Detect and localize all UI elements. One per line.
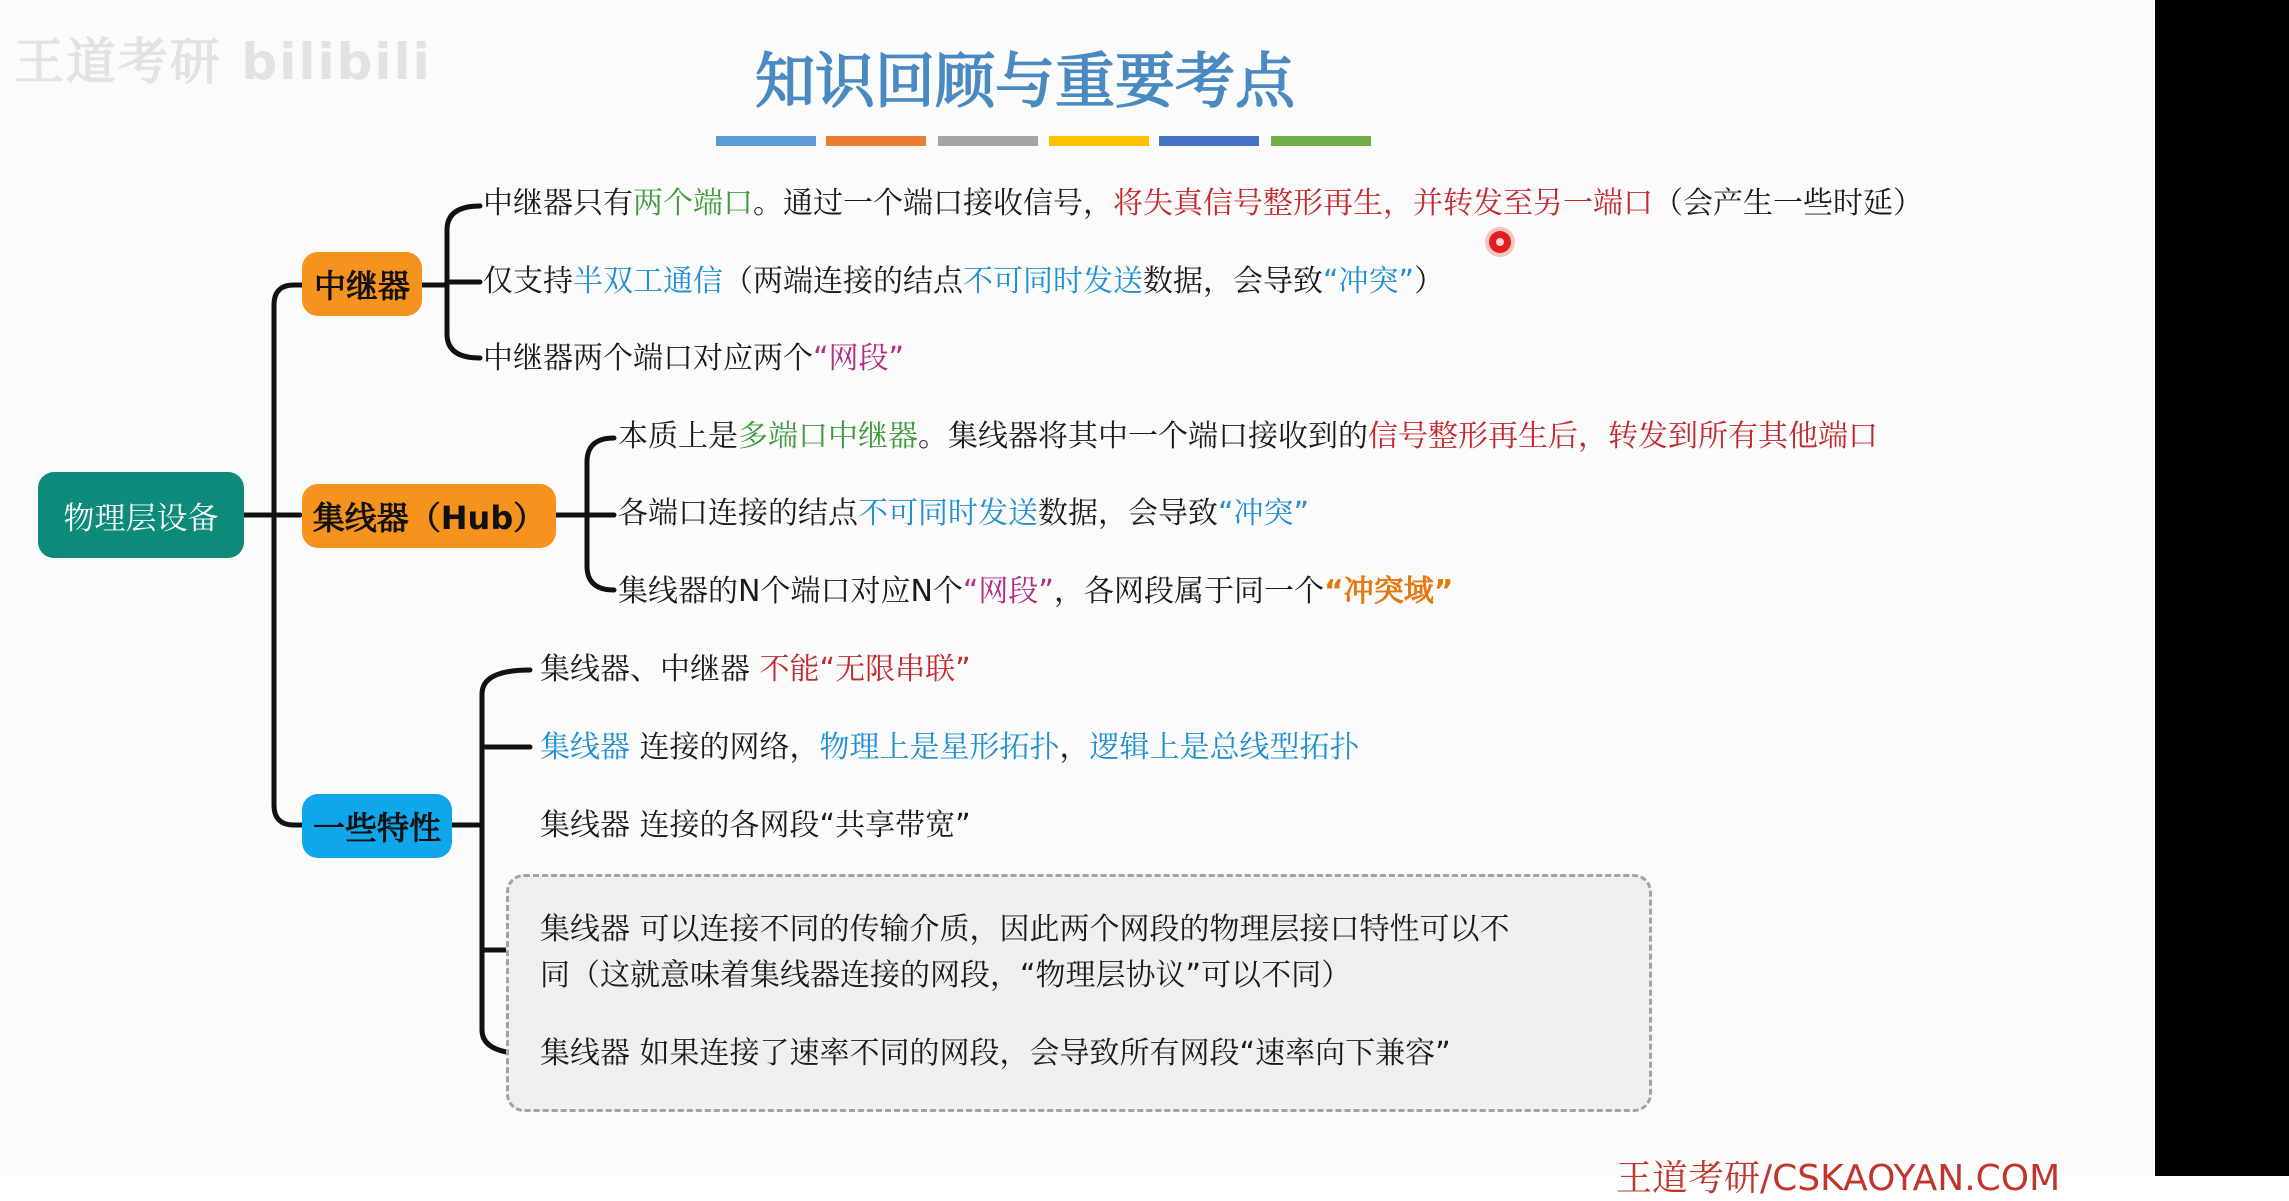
text-segment: 各端口连接的结点 — [618, 496, 858, 531]
text-segment: 中继器两个端口对应两个 — [483, 341, 813, 376]
text-segment: 集线器 — [540, 730, 630, 765]
text-segment: 同（这就意味着集线器连接的网段，“物理层协议”可以不同） — [540, 958, 1352, 993]
text-segment: 仅支持 — [483, 264, 573, 299]
repeater-node: 中继器 — [302, 252, 422, 316]
text-segment: 集线器的N个端口对应N个 — [618, 574, 963, 609]
text-segment: 信号整形再生后，转发到所有其他端口 — [1368, 419, 1878, 454]
feature-item-5 — [540, 1034, 1451, 1074]
text-segment: “网段” — [962, 574, 1054, 609]
hub-item-2 — [618, 494, 1309, 534]
repeater-item-2 — [483, 262, 1444, 302]
repeater-item-3 — [483, 339, 904, 379]
root-node: 物理层设备 — [38, 472, 244, 558]
feature-item-4-line-2 — [540, 956, 1351, 996]
feature-item-2 — [540, 728, 1360, 768]
feature-item-1 — [540, 650, 971, 690]
text-segment: （两端连接的结点 — [723, 264, 963, 299]
text-segment: 本质上是 — [618, 419, 738, 454]
features-node: 一些特性 — [302, 794, 452, 858]
text-segment: 多端口中继器 — [738, 419, 918, 454]
text-segment: 连接的网络， — [630, 730, 820, 765]
text-segment: 不能“无限串联” — [759, 652, 971, 687]
feature-item-3 — [540, 806, 971, 846]
page-title: 知识回顾与重要考点 — [755, 47, 1295, 117]
text-segment: 半双工通信 — [573, 264, 723, 299]
text-segment: ，各网段属于同一个 — [1053, 574, 1324, 609]
text-segment: ， — [1059, 730, 1090, 765]
text-segment: 集线器 如果连接了速率不同的网段，会导致所有网段“速率向下兼容” — [540, 1036, 1451, 1071]
black-side-bar — [2155, 0, 2289, 1176]
hub-node: 集线器（Hub） — [302, 484, 556, 548]
hub-item-1 — [618, 417, 1878, 457]
text-segment: 不可同时发送 — [963, 264, 1143, 299]
text-segment: 物理上是星形拓扑 — [819, 730, 1060, 765]
text-segment: 将失真信号整形再生，并转发至另一端口 — [1113, 186, 1653, 221]
text-segment: 集线器 可以连接不同的传输介质，因此两个网段的物理层接口特性可以不 — [540, 912, 1510, 947]
text-segment: 逻辑上是总线型拓扑 — [1089, 730, 1360, 765]
footer-brand: 王道考研/CSKAOYAN.COM — [1616, 1158, 2061, 1199]
text-segment: 。集线器将其中一个端口接收到的 — [918, 419, 1368, 454]
text-segment: “冲突” — [1323, 264, 1415, 299]
text-segment: 集线器 连接的各网段“共享带宽” — [540, 808, 971, 843]
repeater-item-1 — [483, 184, 1923, 224]
watermark: 王道考研 bilibili — [14, 33, 432, 91]
text-segment: 数据，会导致 — [1038, 496, 1218, 531]
text-segment: 数据，会导致 — [1143, 264, 1323, 299]
text-segment: 集线器、中继器 — [540, 652, 760, 687]
text-segment: “冲突域” — [1323, 574, 1454, 609]
laser-pointer-dot — [1489, 231, 1511, 253]
text-segment: 中继器只有 — [483, 186, 633, 221]
feature-item-4-line-1 — [540, 910, 1510, 950]
text-segment: 不可同时发送 — [858, 496, 1038, 531]
text-segment: “冲突” — [1218, 496, 1310, 531]
text-segment: 。通过一个端口接收信号， — [753, 186, 1113, 221]
text-segment: 两个端口 — [633, 186, 753, 221]
hub-item-3 — [618, 572, 1453, 612]
text-segment: ） — [1414, 264, 1445, 299]
text-segment: （会产生一些时延） — [1653, 186, 1923, 221]
text-segment: “网段” — [813, 341, 905, 376]
